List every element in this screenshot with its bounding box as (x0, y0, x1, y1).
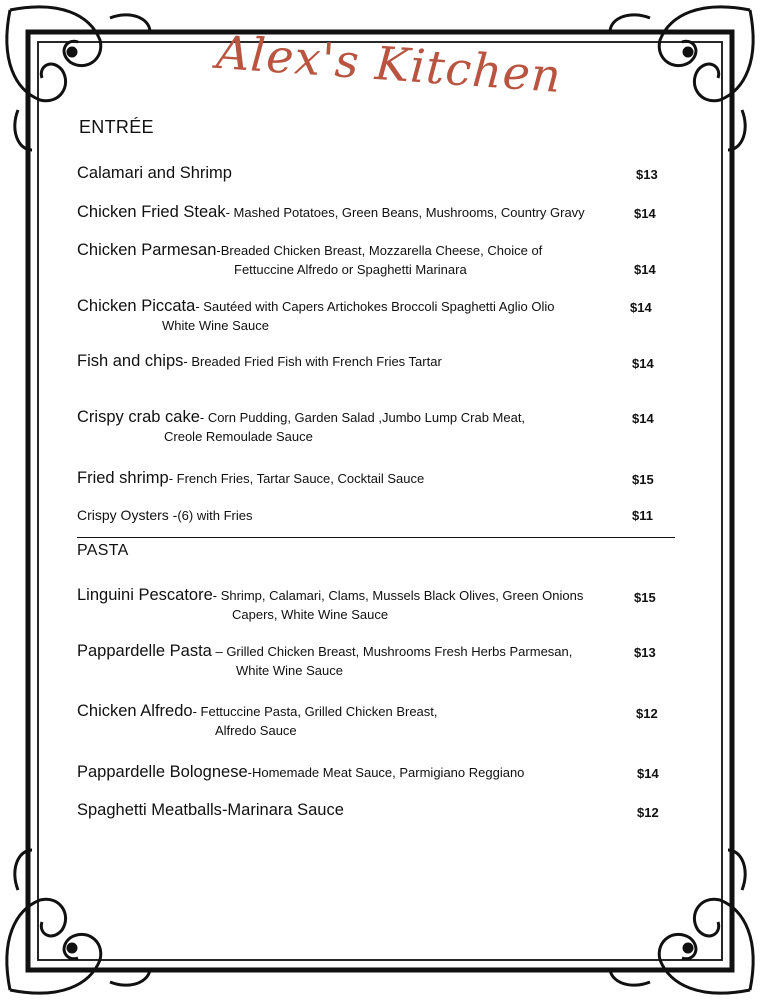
item-description-continued: Creole Remoulade Sauce (164, 429, 313, 444)
item-price: $12 (636, 706, 658, 721)
item-description: - Shrimp, Calamari, Clams, Mussels Black Olives, Green Onions (212, 588, 584, 603)
item-description: -Homemade Meat Sauce, Parmigiano Reggiano (247, 765, 525, 780)
item-price: $12 (637, 805, 659, 820)
item-name: Calamari and Shrimp (77, 164, 232, 182)
item-name: Spaghetti Meatballs (77, 801, 222, 819)
item-price: $15 (632, 472, 654, 487)
item-price: $14 (632, 411, 654, 426)
item-description: (6) with Fries (177, 508, 253, 523)
item-name: Chicken Alfredo (77, 702, 193, 720)
item-name: Fried shrimp (77, 469, 169, 487)
item-price: $14 (637, 766, 659, 781)
item-price: $13 (634, 645, 656, 660)
menu-item (77, 352, 677, 371)
item-name: Linguini Pescatore (77, 586, 213, 604)
item-description: - Breaded Fried Fish with French Fries Tartar (183, 354, 442, 369)
item-price: $15 (634, 590, 656, 605)
item-price: $14 (632, 356, 654, 371)
item-description-continued: Capers, White Wine Sauce (232, 607, 389, 622)
menu-item (77, 203, 677, 222)
pasta-heading: PASTA (77, 542, 129, 559)
item-price: $14 (630, 300, 652, 315)
menu-item (77, 506, 677, 525)
menu-item (77, 763, 677, 782)
item-price: $14 (634, 262, 656, 277)
item-name: Chicken Parmesan (77, 241, 217, 259)
item-name: Chicken Fried Steak (77, 203, 226, 221)
entree-heading: ENTRÉE (79, 117, 154, 137)
item-description: -Breaded Chicken Breast, Mozzarella Cheese, Choice of (216, 243, 543, 258)
menu-item (77, 408, 677, 427)
item-description: - Corn Pudding, Garden Salad ,Jumbo Lump Crab Meat, (199, 410, 526, 425)
item-description: - Fettuccine Pasta, Grilled Chicken Breast, (192, 704, 438, 719)
menu-item (77, 164, 677, 183)
item-name: Crispy crab cake (77, 408, 200, 426)
menu-item (77, 469, 677, 488)
menu-item (77, 241, 677, 260)
item-name: Crispy Oysters - (77, 507, 178, 523)
item-description: - Sautéed with Capers Artichokes Broccoli Spaghetti Aglio Olio (195, 299, 555, 314)
item-description-continued: White Wine Sauce (162, 318, 269, 333)
restaurant-logo: Alex's Kitchen (214, 24, 564, 103)
item-name: Pappardelle Bolognese (77, 763, 248, 781)
item-description: - Mashed Potatoes, Green Beans, Mushrooms, Country Gravy (225, 205, 585, 220)
menu-item (77, 801, 677, 820)
item-description-continued: Fettuccine Alfredo or Spaghetti Marinara (234, 262, 467, 277)
menu-item (77, 586, 677, 605)
item-price: $14 (634, 206, 656, 221)
item-name: Chicken Piccata (77, 297, 196, 315)
item-name: Fish and chips (77, 352, 184, 370)
menu-item (77, 297, 677, 316)
item-description: - French Fries, Tartar Sauce, Cocktail Sauce (168, 471, 425, 486)
item-description: – Grilled Chicken Breast, Mushrooms Fresh Herbs Parmesan, (211, 644, 573, 659)
item-price: $11 (632, 508, 653, 523)
item-name: Pappardelle Pasta (77, 642, 212, 660)
item-description-continued: White Wine Sauce (236, 663, 343, 678)
item-price: $13 (636, 167, 658, 182)
section-divider (77, 537, 675, 538)
menu-item (77, 702, 677, 721)
item-description: -Marinara Sauce (221, 801, 344, 819)
item-description-continued: Alfredo Sauce (215, 723, 297, 738)
menu-item (77, 642, 677, 661)
